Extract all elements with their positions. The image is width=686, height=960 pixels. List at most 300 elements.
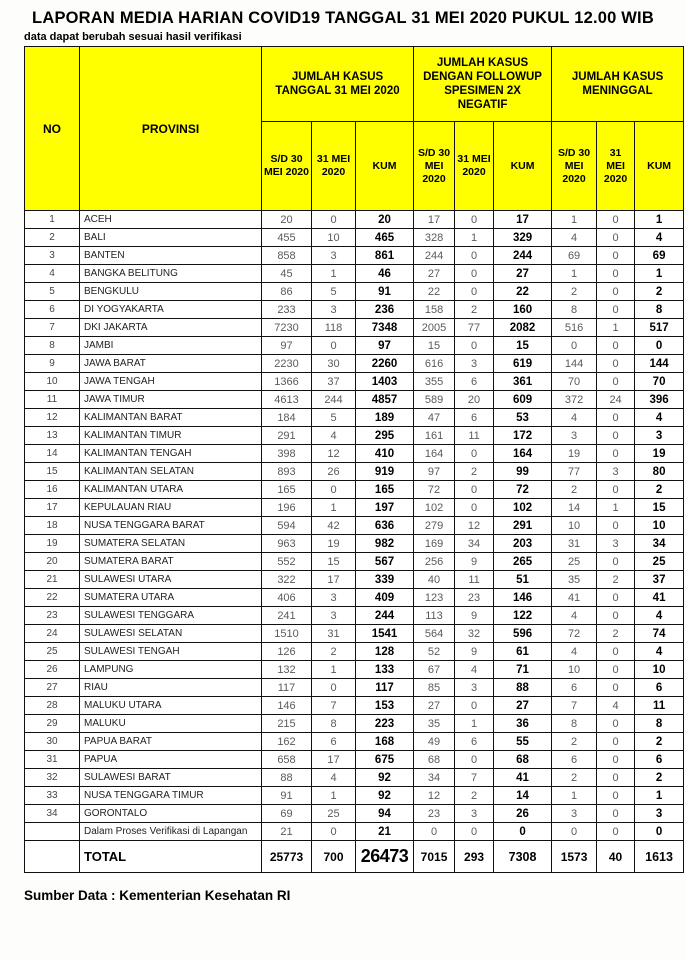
row-value: 594 — [262, 517, 312, 535]
row-value: 0 — [597, 265, 635, 283]
row-value: 322 — [262, 571, 312, 589]
row-value: 2 — [597, 625, 635, 643]
row-value: 4857 — [356, 391, 414, 409]
row-value: 169 — [414, 535, 455, 553]
verification-note: data dapat berubah sesuai hasil verifikasi — [24, 31, 242, 43]
row-value: 2 — [552, 733, 597, 751]
total-value: 26473 — [356, 841, 414, 873]
row-value: 88 — [494, 679, 552, 697]
row-value: 1 — [635, 265, 684, 283]
row-value: 0 — [455, 751, 494, 769]
table-row — [25, 535, 684, 553]
row-value: 172 — [494, 427, 552, 445]
row-provinsi: JAMBI — [80, 337, 262, 355]
table-row — [25, 625, 684, 643]
row-value: 72 — [552, 625, 597, 643]
row-value: 196 — [262, 499, 312, 517]
row-provinsi: PAPUA — [80, 751, 262, 769]
row-value: 410 — [356, 445, 414, 463]
row-value: 0 — [597, 445, 635, 463]
row-value: 2 — [635, 769, 684, 787]
row-value: 919 — [356, 463, 414, 481]
row-value: 32 — [455, 625, 494, 643]
row-value: 0 — [597, 283, 635, 301]
row-value: 0 — [597, 805, 635, 823]
table-row — [25, 229, 684, 247]
row-value: 8 — [552, 301, 597, 319]
row-value: 0 — [455, 265, 494, 283]
row-value: 37 — [312, 373, 356, 391]
row-provinsi: SULAWESI SELATAN — [80, 625, 262, 643]
row-value: 0 — [597, 679, 635, 697]
row-provinsi: SULAWESI TENGGARA — [80, 607, 262, 625]
total-value: 25773 — [262, 841, 312, 873]
row-provinsi: MALUKU UTARA — [80, 697, 262, 715]
row-value: 0 — [455, 445, 494, 463]
row-value: 2005 — [414, 319, 455, 337]
row-value: 8 — [635, 301, 684, 319]
row-value: 9 — [455, 643, 494, 661]
total-value: 7308 — [494, 841, 552, 873]
row-value: 256 — [414, 553, 455, 571]
row-value: 11 — [455, 427, 494, 445]
row-value: 26 — [312, 463, 356, 481]
row-value: 122 — [494, 607, 552, 625]
table-row — [25, 679, 684, 697]
row-no: 21 — [25, 571, 80, 589]
row-value: 12 — [312, 445, 356, 463]
row-value: 4 — [312, 769, 356, 787]
row-no: 16 — [25, 481, 80, 499]
row-value: 35 — [414, 715, 455, 733]
row-value: 153 — [356, 697, 414, 715]
row-value: 126 — [262, 643, 312, 661]
row-value: 30 — [312, 355, 356, 373]
row-value: 465 — [356, 229, 414, 247]
row-no: 33 — [25, 787, 80, 805]
row-value: 1 — [597, 319, 635, 337]
row-value: 2 — [635, 283, 684, 301]
table-row — [25, 517, 684, 535]
row-provinsi: SUMATERA UTARA — [80, 589, 262, 607]
row-value: 2 — [552, 769, 597, 787]
row-value: 24 — [597, 391, 635, 409]
row-value: 20 — [262, 211, 312, 229]
sub-header-meninggal-sd30: S/D 30 MEI 2020 — [552, 122, 597, 211]
row-value: 158 — [414, 301, 455, 319]
row-value: 0 — [455, 283, 494, 301]
row-value: 291 — [494, 517, 552, 535]
table-row — [25, 211, 684, 229]
row-value: 113 — [414, 607, 455, 625]
row-value: 86 — [262, 283, 312, 301]
row-value: 3 — [455, 805, 494, 823]
row-value: 0 — [597, 751, 635, 769]
total-value: 7015 — [414, 841, 455, 873]
row-value: 215 — [262, 715, 312, 733]
row-value: 564 — [414, 625, 455, 643]
row-value: 3 — [312, 589, 356, 607]
row-provinsi: Dalam Proses Verifikasi di Lapangan — [80, 823, 262, 841]
table-total — [25, 841, 684, 873]
row-value: 2 — [312, 643, 356, 661]
row-value: 161 — [414, 427, 455, 445]
row-value: 36 — [494, 715, 552, 733]
sub-header-followup-31mei: 31 MEI 2020 — [455, 122, 494, 211]
row-value: 25 — [552, 553, 597, 571]
row-value: 0 — [597, 607, 635, 625]
row-value: 0 — [597, 823, 635, 841]
row-value: 1 — [312, 787, 356, 805]
group-header-jumlah-kasus: JUMLAH KASUS TANGGAL 31 MEI 2020 — [262, 47, 414, 122]
total-value: 40 — [597, 841, 635, 873]
row-value: 164 — [494, 445, 552, 463]
row-value: 1 — [312, 661, 356, 679]
table-row — [25, 805, 684, 823]
row-value: 41 — [552, 589, 597, 607]
row-value: 35 — [552, 571, 597, 589]
row-value: 91 — [356, 283, 414, 301]
row-value: 21 — [262, 823, 312, 841]
table-row — [25, 319, 684, 337]
row-value: 3 — [552, 427, 597, 445]
row-no: 17 — [25, 499, 80, 517]
row-value: 117 — [262, 679, 312, 697]
sub-header-kasus-sd30: S/D 30 MEI 2020 — [262, 122, 312, 211]
row-value: 25 — [312, 805, 356, 823]
row-value: 61 — [494, 643, 552, 661]
row-no: 2 — [25, 229, 80, 247]
row-value: 516 — [552, 319, 597, 337]
row-no: 29 — [25, 715, 80, 733]
row-value: 70 — [552, 373, 597, 391]
row-value: 1 — [312, 265, 356, 283]
row-no: 28 — [25, 697, 80, 715]
row-value: 9 — [455, 553, 494, 571]
table-row — [25, 337, 684, 355]
row-provinsi: GORONTALO — [80, 805, 262, 823]
row-value: 19 — [552, 445, 597, 463]
row-value: 97 — [414, 463, 455, 481]
row-value: 10 — [312, 229, 356, 247]
row-value: 0 — [597, 769, 635, 787]
row-value: 858 — [262, 247, 312, 265]
row-value: 72 — [494, 481, 552, 499]
row-value: 12 — [455, 517, 494, 535]
row-value: 45 — [262, 265, 312, 283]
row-value: 92 — [356, 769, 414, 787]
row-value: 675 — [356, 751, 414, 769]
page-title: LAPORAN MEDIA HARIAN COVID19 TANGGAL 31 MEI 2020 PUKUL 12.00 WIB — [32, 9, 654, 27]
row-value: 3 — [597, 463, 635, 481]
sub-header-kasus-31mei: 31 MEI 2020 — [312, 122, 356, 211]
row-value: 0 — [597, 301, 635, 319]
row-value: 4 — [455, 661, 494, 679]
sub-header-meninggal-31mei: 31 MEI 2020 — [597, 122, 635, 211]
table-row — [25, 445, 684, 463]
row-value: 146 — [494, 589, 552, 607]
row-value: 34 — [635, 535, 684, 553]
row-value: 6 — [455, 409, 494, 427]
row-no: 27 — [25, 679, 80, 697]
row-value: 71 — [494, 661, 552, 679]
row-value: 8 — [312, 715, 356, 733]
row-value: 2 — [455, 787, 494, 805]
row-value: 19 — [635, 445, 684, 463]
row-value: 295 — [356, 427, 414, 445]
row-value: 14 — [494, 787, 552, 805]
row-value: 26 — [494, 805, 552, 823]
row-value: 636 — [356, 517, 414, 535]
row-value: 658 — [262, 751, 312, 769]
row-value: 244 — [494, 247, 552, 265]
row-value: 144 — [552, 355, 597, 373]
row-value: 0 — [635, 337, 684, 355]
row-value: 25 — [635, 553, 684, 571]
row-value: 4 — [635, 409, 684, 427]
row-value: 14 — [552, 499, 597, 517]
row-value: 2 — [455, 463, 494, 481]
row-value: 7 — [455, 769, 494, 787]
row-value: 27 — [494, 265, 552, 283]
row-value: 11 — [635, 697, 684, 715]
row-value: 893 — [262, 463, 312, 481]
row-value: 165 — [356, 481, 414, 499]
row-value: 132 — [262, 661, 312, 679]
table-row — [25, 553, 684, 571]
row-value: 164 — [414, 445, 455, 463]
table-row — [25, 787, 684, 805]
row-no: 26 — [25, 661, 80, 679]
row-value: 2230 — [262, 355, 312, 373]
total-value: 293 — [455, 841, 494, 873]
row-value: 47 — [414, 409, 455, 427]
row-value: 3 — [635, 427, 684, 445]
table-row — [25, 247, 684, 265]
row-value: 455 — [262, 229, 312, 247]
row-provinsi: BANTEN — [80, 247, 262, 265]
row-value: 10 — [635, 517, 684, 535]
row-no: 6 — [25, 301, 80, 319]
row-no — [25, 823, 80, 841]
row-value: 160 — [494, 301, 552, 319]
row-value: 6 — [552, 751, 597, 769]
row-value: 0 — [597, 787, 635, 805]
row-value: 22 — [414, 283, 455, 301]
table-row — [25, 571, 684, 589]
row-value: 15 — [312, 553, 356, 571]
total-value: 1573 — [552, 841, 597, 873]
row-value: 41 — [635, 589, 684, 607]
row-value: 6 — [455, 373, 494, 391]
row-value: 4 — [552, 607, 597, 625]
row-value: 144 — [635, 355, 684, 373]
table-row — [25, 283, 684, 301]
row-value: 7348 — [356, 319, 414, 337]
row-no: 24 — [25, 625, 80, 643]
row-no: 23 — [25, 607, 80, 625]
table-row — [25, 265, 684, 283]
row-value: 7 — [312, 697, 356, 715]
row-value: 42 — [312, 517, 356, 535]
row-value: 5 — [312, 409, 356, 427]
row-no: 15 — [25, 463, 80, 481]
row-provinsi: SUMATERA SELATAN — [80, 535, 262, 553]
row-value: 4 — [597, 697, 635, 715]
row-value: 97 — [356, 337, 414, 355]
row-provinsi: NUSA TENGGARA BARAT — [80, 517, 262, 535]
row-provinsi: JAWA BARAT — [80, 355, 262, 373]
total-label: TOTAL — [80, 841, 262, 873]
table-header — [25, 47, 684, 211]
row-value: 0 — [312, 823, 356, 841]
row-value: 6 — [312, 733, 356, 751]
table-row — [25, 427, 684, 445]
row-value: 2 — [635, 733, 684, 751]
row-value: 20 — [455, 391, 494, 409]
row-value: 20 — [356, 211, 414, 229]
row-provinsi: SULAWESI BARAT — [80, 769, 262, 787]
sub-header-followup-sd30: S/D 30 MEI 2020 — [414, 122, 455, 211]
row-value: 223 — [356, 715, 414, 733]
row-no: 7 — [25, 319, 80, 337]
row-value: 69 — [262, 805, 312, 823]
total-row — [25, 841, 684, 873]
row-value: 244 — [414, 247, 455, 265]
row-value: 23 — [414, 805, 455, 823]
row-provinsi: JAWA TIMUR — [80, 391, 262, 409]
row-provinsi: RIAU — [80, 679, 262, 697]
row-value: 0 — [552, 823, 597, 841]
row-value: 329 — [494, 229, 552, 247]
table-body — [25, 211, 684, 841]
row-value: 3 — [455, 679, 494, 697]
row-value: 68 — [414, 751, 455, 769]
row-value: 117 — [356, 679, 414, 697]
total-no-cell — [25, 841, 80, 873]
row-value: 4 — [635, 643, 684, 661]
row-value: 3 — [597, 535, 635, 553]
row-value: 4 — [312, 427, 356, 445]
row-value: 15 — [414, 337, 455, 355]
table-row — [25, 769, 684, 787]
row-value: 118 — [312, 319, 356, 337]
row-value: 328 — [414, 229, 455, 247]
row-no: 9 — [25, 355, 80, 373]
row-value: 0 — [455, 211, 494, 229]
row-value: 1366 — [262, 373, 312, 391]
row-value: 291 — [262, 427, 312, 445]
row-no: 19 — [25, 535, 80, 553]
row-provinsi: ACEH — [80, 211, 262, 229]
row-value: 51 — [494, 571, 552, 589]
row-value: 7230 — [262, 319, 312, 337]
row-no: 5 — [25, 283, 80, 301]
row-value: 19 — [312, 535, 356, 553]
row-value: 203 — [494, 535, 552, 553]
row-value: 74 — [635, 625, 684, 643]
row-value: 10 — [552, 517, 597, 535]
table-row — [25, 373, 684, 391]
row-value: 3 — [312, 607, 356, 625]
row-value: 146 — [262, 697, 312, 715]
row-value: 0 — [597, 517, 635, 535]
row-value: 40 — [414, 571, 455, 589]
row-value: 567 — [356, 553, 414, 571]
row-provinsi: KALIMANTAN UTARA — [80, 481, 262, 499]
row-value: 619 — [494, 355, 552, 373]
row-value: 0 — [455, 499, 494, 517]
row-value: 1 — [635, 787, 684, 805]
row-value: 22 — [494, 283, 552, 301]
row-value: 1 — [455, 229, 494, 247]
row-provinsi: SULAWESI TENGAH — [80, 643, 262, 661]
row-value: 0 — [455, 697, 494, 715]
row-value: 1510 — [262, 625, 312, 643]
row-value: 10 — [552, 661, 597, 679]
row-value: 241 — [262, 607, 312, 625]
row-value: 861 — [356, 247, 414, 265]
row-value: 1 — [635, 211, 684, 229]
row-no: 14 — [25, 445, 80, 463]
row-value: 189 — [356, 409, 414, 427]
row-value: 17 — [494, 211, 552, 229]
row-provinsi: KEPULAUAN RIAU — [80, 499, 262, 517]
table-row — [25, 607, 684, 625]
row-value: 339 — [356, 571, 414, 589]
row-value: 102 — [494, 499, 552, 517]
row-value: 2 — [552, 481, 597, 499]
row-value: 3 — [312, 301, 356, 319]
row-value: 34 — [455, 535, 494, 553]
row-value: 0 — [312, 481, 356, 499]
row-value: 0 — [455, 247, 494, 265]
row-value: 68 — [494, 751, 552, 769]
row-value: 4 — [552, 229, 597, 247]
sub-header-meninggal-kum: KUM — [635, 122, 684, 211]
table-row — [25, 751, 684, 769]
row-value: 70 — [635, 373, 684, 391]
row-provinsi: KALIMANTAN SELATAN — [80, 463, 262, 481]
row-value: 398 — [262, 445, 312, 463]
sub-header-kasus-kum: KUM — [356, 122, 414, 211]
row-value: 0 — [597, 661, 635, 679]
row-value: 3 — [635, 805, 684, 823]
row-value: 0 — [597, 553, 635, 571]
row-value: 99 — [494, 463, 552, 481]
row-value: 0 — [635, 823, 684, 841]
row-no: 4 — [25, 265, 80, 283]
table-row — [25, 499, 684, 517]
row-no: 22 — [25, 589, 80, 607]
row-value: 184 — [262, 409, 312, 427]
table-row — [25, 823, 684, 841]
row-value: 0 — [494, 823, 552, 841]
row-value: 517 — [635, 319, 684, 337]
row-provinsi: DKI JAKARTA — [80, 319, 262, 337]
row-value: 6 — [455, 733, 494, 751]
total-value: 700 — [312, 841, 356, 873]
row-provinsi: BANGKA BELITUNG — [80, 265, 262, 283]
row-value: 27 — [494, 697, 552, 715]
row-value: 69 — [552, 247, 597, 265]
row-value: 1 — [312, 499, 356, 517]
row-value: 88 — [262, 769, 312, 787]
row-value: 372 — [552, 391, 597, 409]
table-row — [25, 391, 684, 409]
row-value: 265 — [494, 553, 552, 571]
row-provinsi: PAPUA BARAT — [80, 733, 262, 751]
